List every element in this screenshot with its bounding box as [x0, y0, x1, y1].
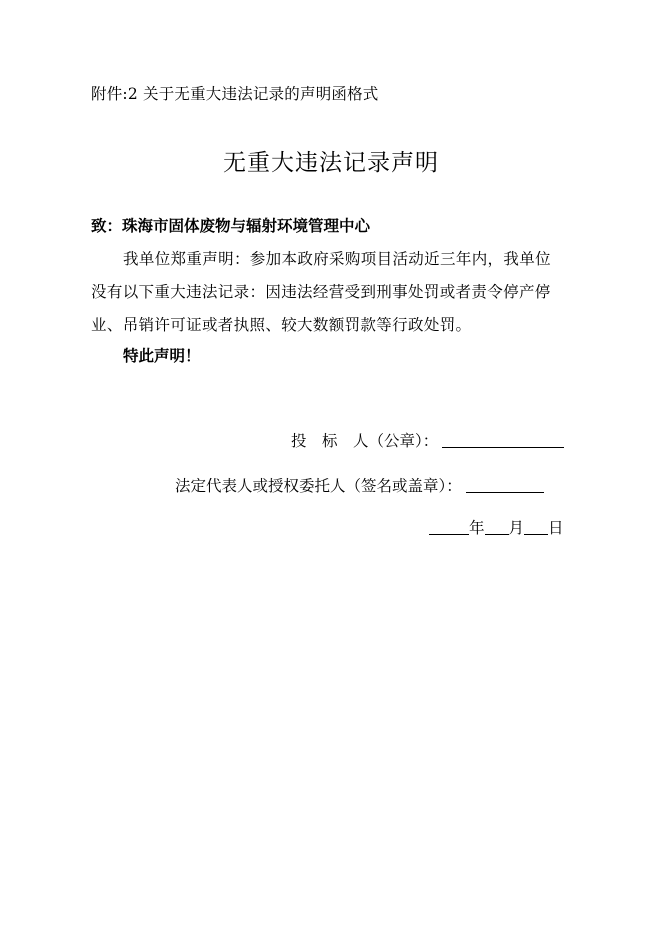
document-title: 无重大违法记录声明	[223, 150, 439, 176]
month-label: 月	[508, 519, 525, 537]
year-blank[interactable]	[429, 518, 469, 535]
bidder-label: 投 标 人（公章）：	[291, 432, 439, 450]
body-line-1: 我单位郑重声明：参加本政府采购项目活动近三年内，我单位	[123, 250, 551, 268]
legal-rep-label: 法定代表人或授权委托人（签名或盖章）：	[175, 477, 462, 495]
bidder-seal-blank[interactable]	[442, 431, 564, 448]
month-blank[interactable]	[485, 518, 509, 535]
legal-rep-signature-line	[175, 476, 544, 496]
body-line-2: 没有以下重大违法记录：因违法经营受到刑事处罚或者责令停产停	[91, 283, 551, 301]
bidder-signature-line	[291, 431, 564, 451]
day-blank[interactable]	[524, 518, 548, 535]
day-label: 日	[548, 519, 564, 537]
legal-rep-signature-blank[interactable]	[466, 476, 544, 493]
attachment-line: 附件:2 关于无重大违法记录的声明函格式	[91, 85, 379, 103]
year-label: 年	[469, 519, 485, 537]
closing-statement: 特此声明！	[123, 346, 201, 365]
recipient-line: 致：珠海市固体废物与辐射环境管理中心	[91, 216, 371, 235]
date-line	[429, 518, 564, 538]
body-line-3: 业、吊销许可证或者执照、较大数额罚款等行政处罚。	[91, 316, 472, 334]
